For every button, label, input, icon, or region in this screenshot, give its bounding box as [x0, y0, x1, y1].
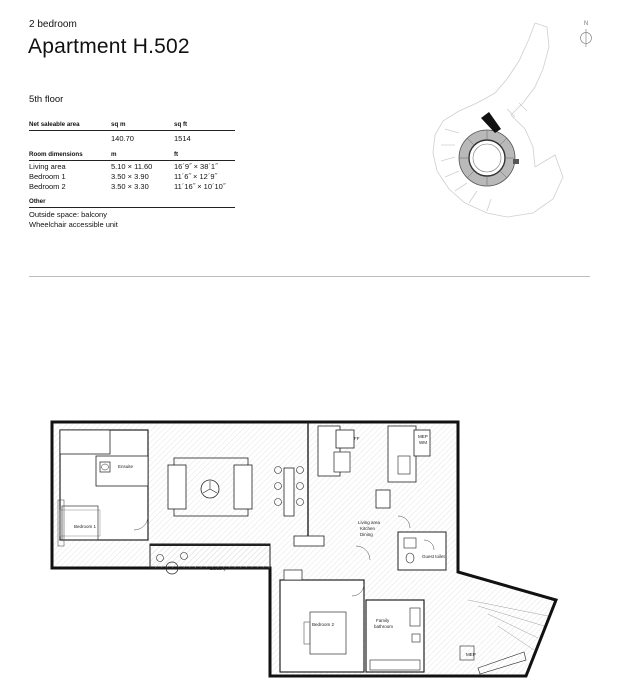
room-name: Bedroom 1 [29, 172, 66, 181]
area-header-label: Net saleable area [29, 121, 80, 128]
other-header: Other [29, 196, 235, 208]
rooms-unit-imperial: ft [174, 151, 179, 158]
room-label-kitchen: Kitchen [360, 526, 376, 531]
room-label-living: Living area [358, 520, 381, 525]
area-unit-imperial: sq ft [174, 121, 188, 128]
room-name: Bedroom 2 [29, 182, 66, 191]
room-imperial: 16´9˝ × 38´1˝ [174, 162, 218, 171]
rooms-unit-metric: m [111, 151, 117, 158]
spec-table [29, 119, 235, 230]
room-row [29, 182, 235, 192]
room-imperial: 11´6˝ × 12´9˝ [174, 172, 218, 181]
room-label-mep-wm: WM [419, 440, 427, 445]
rooms-header-label: Room dimensions [29, 151, 83, 158]
room-label-bedroom-1: Bedroom 1 [74, 524, 97, 529]
area-unit-metric: sq m [111, 121, 126, 128]
room-label-bedroom-2: Bedroom 2 [312, 622, 335, 627]
area-header-row [29, 119, 235, 131]
rooms-header-row [29, 149, 235, 161]
room-label-mep-wm: MEP [418, 434, 428, 439]
room-metric: 3.50 × 3.30 [111, 182, 149, 191]
room-row [29, 162, 235, 172]
room-label-dining: Dining [360, 532, 373, 537]
area-imperial-value: 1514 [174, 134, 191, 143]
room-label-ensuite: Ensuite [118, 464, 134, 469]
room-label-guest-toilet: Guest toilet [422, 554, 445, 559]
unit-type: 2 bedroom [29, 19, 77, 30]
building-key-plan [415, 17, 565, 227]
other-item: Outside space: balcony [29, 210, 107, 219]
room-label-ff: FF [354, 436, 360, 441]
section-divider [29, 276, 590, 277]
room-label-family-bathroom: bathroom [374, 624, 394, 629]
area-values-row [29, 134, 235, 144]
compass-label: N [583, 21, 589, 27]
room-label-balcony: Balcony [210, 566, 227, 571]
room-metric: 5.10 × 11.60 [111, 162, 153, 171]
area-metric-value: 140.70 [111, 134, 134, 143]
room-row [29, 172, 235, 182]
room-name: Living area [29, 162, 66, 171]
room-label-mep: MEP [466, 652, 476, 657]
room-label-family-bathroom: Family [376, 618, 390, 623]
other-item: Wheelchair accessible unit [29, 220, 118, 229]
floor-label: 5th floor [29, 94, 64, 105]
room-imperial: 11´16˝ × 10´10˝ [174, 182, 226, 191]
north-compass-icon [574, 18, 598, 48]
floor-plan [48, 420, 563, 682]
page-title: Apartment H.502 [28, 35, 190, 58]
room-metric: 3.50 × 3.90 [111, 172, 149, 181]
